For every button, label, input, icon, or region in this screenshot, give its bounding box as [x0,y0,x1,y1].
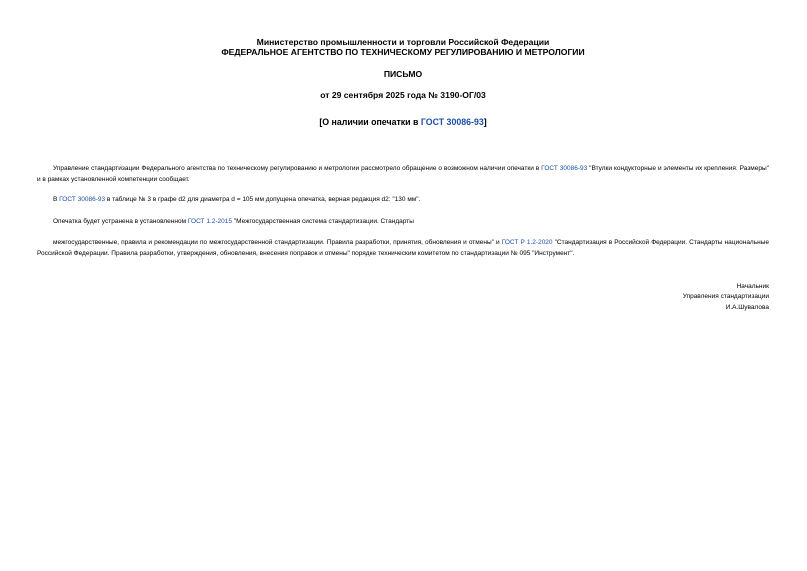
subject-gost-link[interactable]: ГОСТ 30086-93 [420,117,484,127]
paragraph-request [37,163,769,186]
paragraph-text: В [53,195,60,203]
agency-name: ФЕДЕРАЛЬНОЕ АГЕНТСТВО ПО ТЕХНИЧЕСКОМУ РЕГУЛИРОВАНИЮ И МЕТРОЛОГИИ [221,47,585,57]
document-date-number: от 29 сентября 2025 года № 3190-ОГ/03 [320,90,486,100]
signature-title: Начальник [736,283,769,290]
document-page [37,0,769,571]
signature-name: И.А.Шувалова [725,304,769,311]
paragraph-text: "Межгосударственная система стандартизации. Стандарты [232,217,414,225]
ministry-name: Министерство промышленности и торговли Российской Федерации [256,37,550,47]
paragraph-typo [37,194,769,206]
subject-prefix: [О наличии опечатки в [319,117,421,127]
document-subject [37,117,769,128]
signature-department: Управления стандартизации [682,293,769,300]
gost-1-2-2015-link[interactable]: ГОСТ 1.2-2015 [187,217,232,225]
document-type: ПИСЬМО [383,69,423,79]
paragraph-text: Управление стандартизации Федерального агентства по техническому регулированию и метрологии рассмотрело обращение о возможном наличии опечатки в [53,164,542,172]
gost-30086-link[interactable]: ГОСТ 30086-93 [541,164,588,172]
paragraph-procedure [37,237,769,260]
paragraph-text: "Втулки кондукторные и элементы их крепления. Размеры" и в рамках установленной компетенции сообщает. [37,164,769,184]
paragraph-text: "Стандартизация в Российской Федерации. Стандарты национальные Российской Федерации. Правила разработки, утверждения, обновления, внесения поправок и отмены" порядке техническим комитетом по стандартизации № 095 "Инструмент". [37,238,769,258]
gost-r-1-2-2020-link[interactable]: ГОСТ Р 1.2-2020 [501,238,553,246]
paragraph-text: Опечатка будет устранена в установленном [53,217,188,225]
paragraph-fix [37,216,769,228]
gost-30086-link[interactable]: ГОСТ 30086-93 [59,195,106,203]
paragraph-text: межгосударственные, правила и рекомендации по межгосударственной стандартизации. Правила разработки, принятия, обновления и отмены" и [53,238,502,246]
paragraph-text: в таблице № 3 в графе d2 для диаметра d = 105 мм допущена опечатка, верная редакция d2: "130 мм". [105,195,421,203]
subject-suffix: ] [483,117,487,127]
